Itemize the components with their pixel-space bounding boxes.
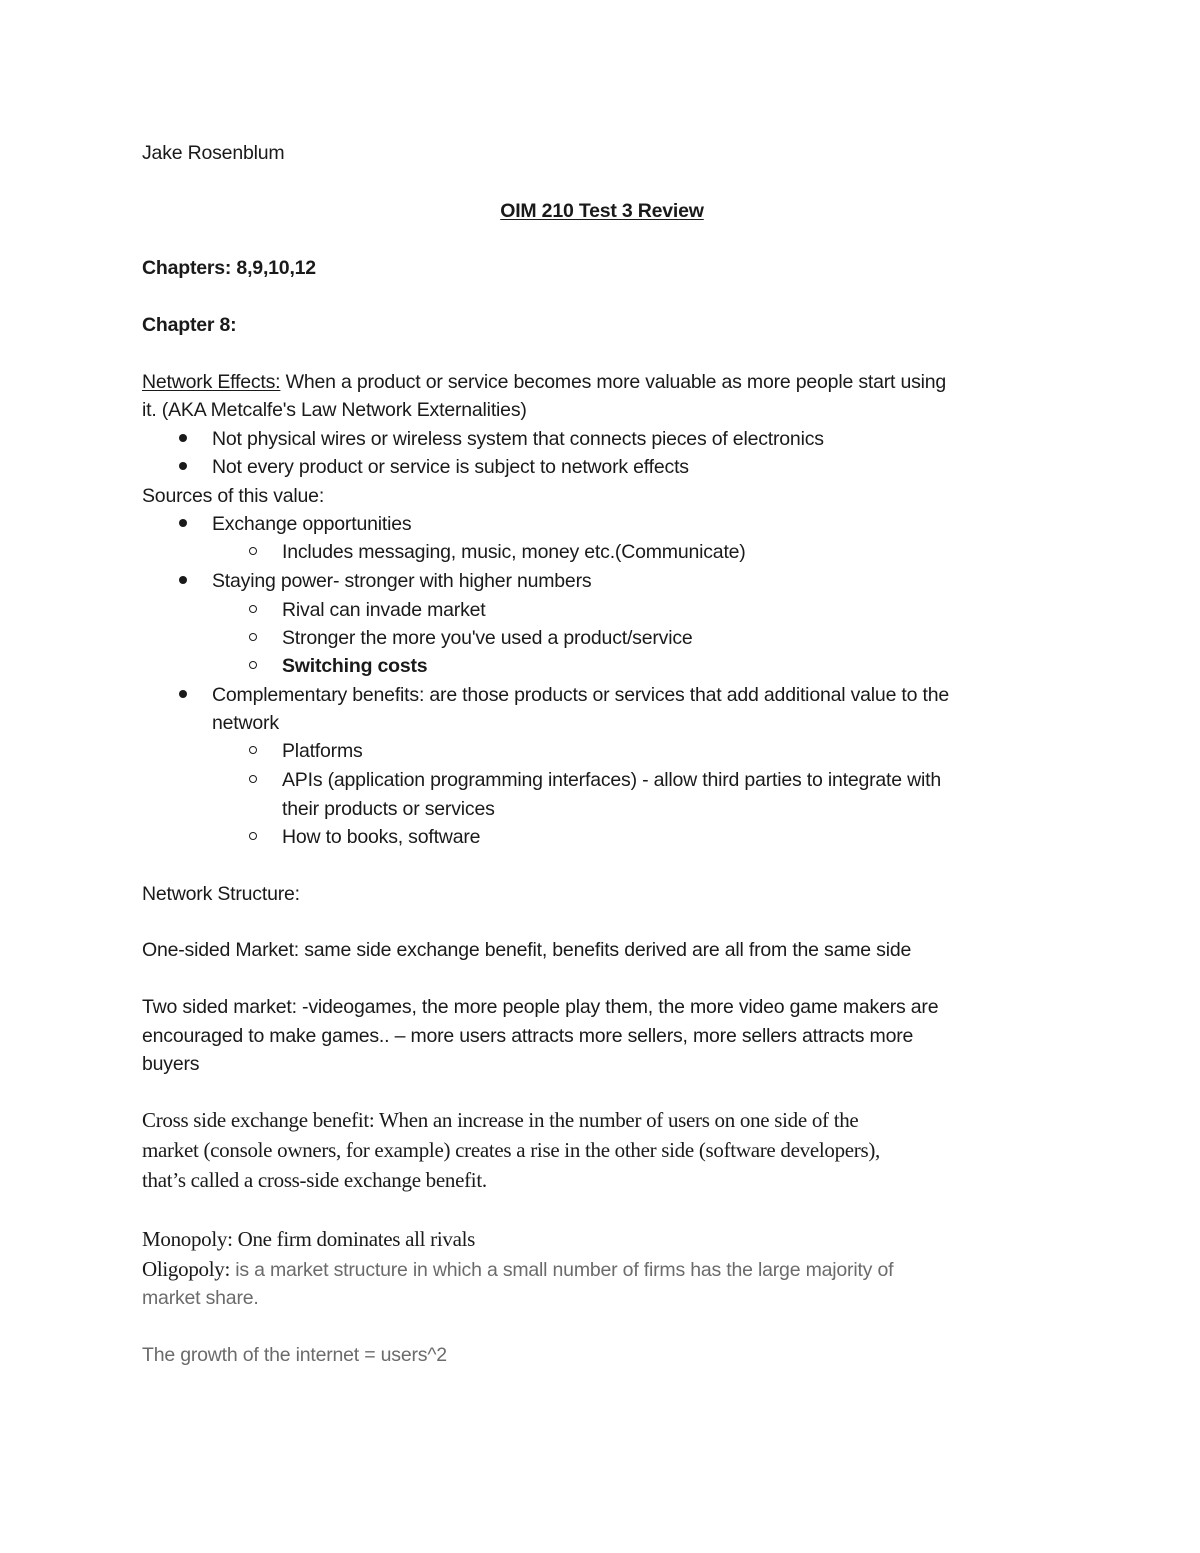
list-item bbox=[212, 453, 689, 482]
oligopoly-text-cont: market share. bbox=[142, 1287, 259, 1309]
sub-list-item-text-cont: their products or services bbox=[282, 798, 495, 820]
oligopoly-text: is a market structure in which a small number of firms has the large majority of bbox=[230, 1259, 894, 1281]
author-name: Jake Rosenblum bbox=[142, 142, 285, 164]
bullet-circle-icon bbox=[249, 823, 257, 852]
network-effects-term: Network Effects: bbox=[142, 371, 281, 393]
bullet-circle-icon bbox=[249, 766, 257, 795]
chapter-heading: Chapter 8: bbox=[142, 314, 237, 336]
bullet-dot-icon bbox=[179, 567, 187, 596]
sub-list-item bbox=[282, 652, 427, 681]
network-effects-text-cont: it. (AKA Metcalfe's Law Network Externalities) bbox=[142, 399, 527, 421]
sub-list-item-text: Switching costs bbox=[282, 655, 428, 677]
sub-list-item bbox=[282, 624, 693, 653]
list-item-text: Not physical wires or wireless system that connects pieces of electronics bbox=[212, 428, 824, 450]
list-item-text: Staying power- stronger with higher numbers bbox=[212, 570, 592, 592]
sub-list-item-text: Stronger the more you've used a product/service bbox=[282, 627, 693, 649]
cross-side-benefit: Cross side exchange benefit: When an increase in the number of users on one side of the bbox=[142, 1108, 859, 1132]
sub-list-item bbox=[282, 596, 486, 625]
bullet-dot-icon bbox=[179, 425, 187, 454]
sub-list-item bbox=[282, 737, 363, 766]
document-title: OIM 210 Test 3 Review bbox=[500, 200, 704, 222]
list-item-text: Complementary benefits: are those products or services that add additional value to the bbox=[212, 684, 950, 706]
oligopoly-definition bbox=[142, 1255, 893, 1285]
cross-side-benefit-cont: that’s called a cross-side exchange benefit. bbox=[142, 1168, 487, 1192]
network-structure-heading: Network Structure: bbox=[142, 883, 300, 905]
list-item-text: Exchange opportunities bbox=[212, 513, 412, 535]
sub-list-item bbox=[282, 823, 480, 852]
sub-list-item-text: APIs (application programming interfaces) - allow third parties to integrate with bbox=[282, 769, 942, 791]
chapters-label: Chapters: 8,9,10,12 bbox=[142, 257, 316, 279]
list-item bbox=[212, 425, 824, 454]
bullet-dot-icon bbox=[179, 453, 187, 482]
sub-list-item-text: Rival can invade market bbox=[282, 599, 486, 621]
list-item-text: Not every product or service is subject to network effects bbox=[212, 456, 689, 478]
one-sided-market: One-sided Market: same side exchange benefit, benefits derived are all from the same side bbox=[142, 939, 912, 961]
two-sided-market-cont: buyers bbox=[142, 1053, 200, 1075]
oligopoly-term: Oligopoly: bbox=[142, 1257, 231, 1281]
network-effects-text: When a product or service becomes more valuable as more people start using bbox=[280, 371, 947, 393]
bullet-circle-icon bbox=[249, 538, 257, 567]
list-item bbox=[212, 510, 411, 539]
sub-list-item-text: Platforms bbox=[282, 740, 363, 762]
network-effects-definition bbox=[142, 368, 946, 397]
two-sided-market: Two sided market: -videogames, the more people play them, the more video game makers are bbox=[142, 996, 939, 1018]
sub-list-item bbox=[282, 766, 941, 795]
sub-list-item-text: How to books, software bbox=[282, 826, 481, 848]
list-item bbox=[212, 567, 591, 596]
list-item-text-cont: network bbox=[212, 712, 279, 734]
sources-heading: Sources of this value: bbox=[142, 485, 325, 507]
monopoly-definition: Monopoly: One firm dominates all rivals bbox=[142, 1227, 475, 1251]
cross-side-benefit-cont: market (console owners, for example) creates a rise in the other side (software developers), bbox=[142, 1138, 880, 1162]
sub-list-item-text: Includes messaging, music, money etc.(Communicate) bbox=[282, 541, 746, 563]
bullet-dot-icon bbox=[179, 681, 187, 710]
bullet-circle-icon bbox=[249, 624, 257, 653]
list-item bbox=[212, 681, 949, 710]
bullet-circle-icon bbox=[249, 596, 257, 625]
bullet-circle-icon bbox=[249, 652, 257, 681]
bullet-dot-icon bbox=[179, 510, 187, 539]
bullet-circle-icon bbox=[249, 737, 257, 766]
internet-growth-note: The growth of the internet = users^2 bbox=[142, 1344, 447, 1366]
two-sided-market-cont: encouraged to make games.. – more users attracts more sellers, more sellers attracts more bbox=[142, 1025, 914, 1047]
sub-list-item bbox=[282, 538, 746, 567]
